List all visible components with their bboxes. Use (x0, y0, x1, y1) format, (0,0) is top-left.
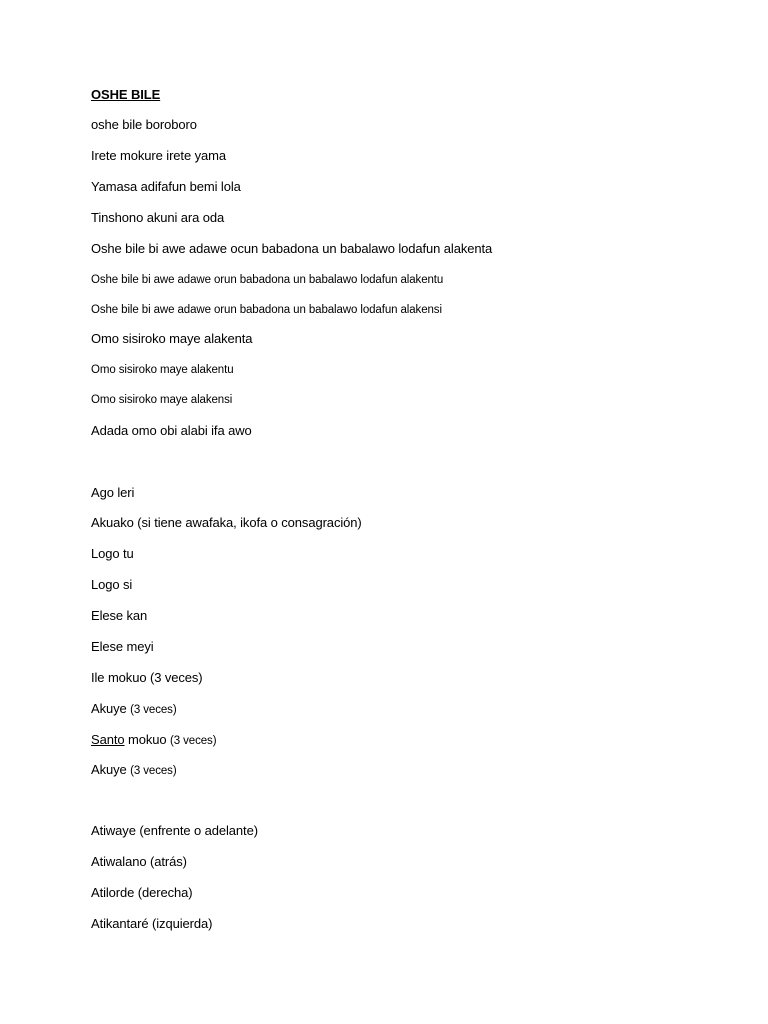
santo-note: (3 veces) (170, 735, 217, 747)
verse-line: Omo sisiroko maye alakensi (91, 394, 233, 406)
verse-line: Omo sisiroko maye alakenta (91, 331, 253, 346)
verse-line: Oshe bile bi awe adawe orun babadona un babalawo lodafun alakensi (91, 304, 442, 316)
verse-line: Tinshono akuni ara oda (91, 210, 225, 225)
verse-line: Omo sisiroko maye alakentu (91, 364, 234, 376)
verse-line: Oshe bile bi awe adawe orun babadona un babalawo lodafun alakentu (91, 274, 444, 286)
santo-rest: mokuo (124, 732, 167, 747)
verse-line: oshe bile boroboro (91, 117, 197, 132)
direction-line: Atilorde (derecha) (91, 885, 193, 900)
akuye-label: Akuye (91, 701, 127, 716)
invocation-line: Elese kan (91, 608, 148, 623)
direction-line: Atiwaye (enfrente o adelante) (91, 823, 258, 838)
invocation-line: Logo tu (91, 546, 134, 561)
direction-line: Atiwalano (atrás) (91, 854, 187, 869)
invocation-line: Elese meyi (91, 639, 154, 654)
akuye-note: (3 veces) (130, 704, 177, 716)
invocation-line (91, 701, 177, 718)
invocation-line: Akuako (si tiene awafaka, ikofa o consagración) (91, 515, 362, 530)
verse-line: Adada omo obi alabi ifa awo (91, 423, 252, 438)
invocation-line: Logo si (91, 577, 133, 592)
invocation-line (91, 732, 216, 749)
document-title: OSHE BILE (91, 87, 161, 102)
santo-word: Santo (91, 732, 125, 747)
akuye-note: (3 veces) (130, 765, 177, 777)
invocation-line (91, 762, 177, 779)
direction-line: Atikantaré (izquierda) (91, 916, 213, 931)
verse-line: Yamasa adifafun bemi lola (91, 179, 241, 194)
invocation-line: Ago leri (91, 485, 135, 500)
verse-line: Oshe bile bi awe adawe ocun babadona un babalawo lodafun alakenta (91, 241, 493, 256)
invocation-line: Ile mokuo (3 veces) (91, 670, 203, 685)
verse-line: Irete mokure irete yama (91, 148, 226, 163)
akuye-label: Akuye (91, 762, 127, 777)
